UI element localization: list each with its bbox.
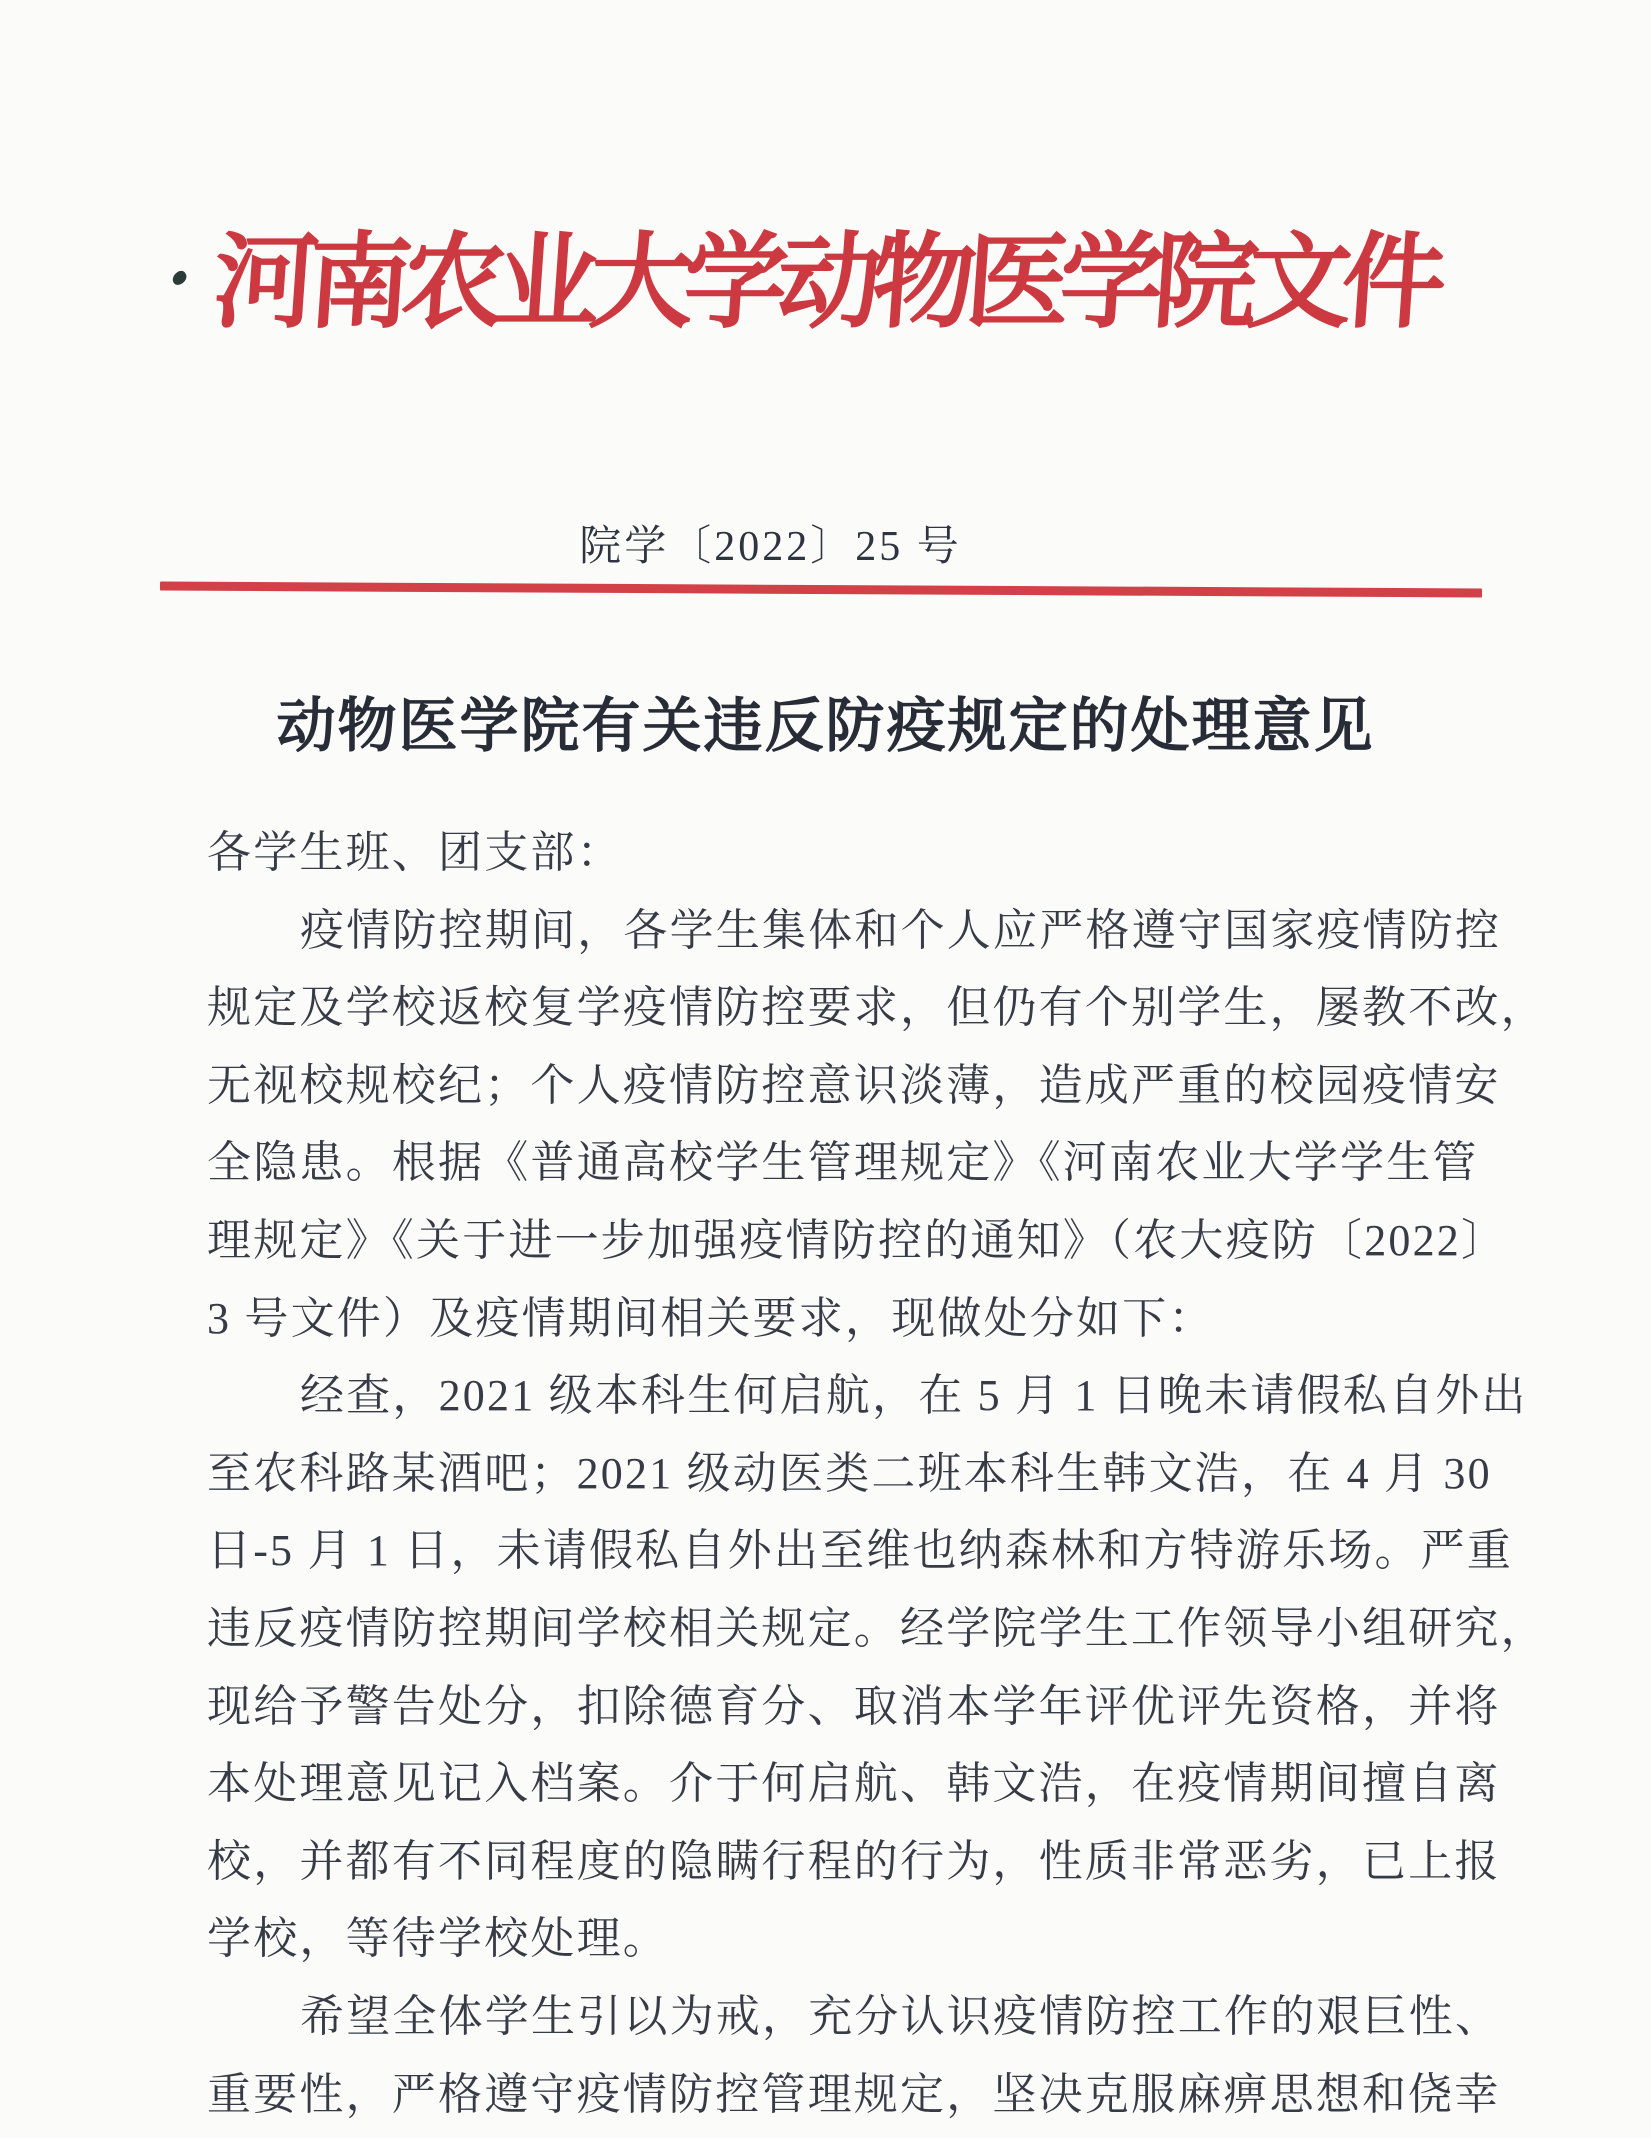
body-line: 至农科路某酒吧；2021 级动医类二班本科生韩文浩，在 4 月 30: [207, 1448, 1492, 1498]
document-number: 院学〔2022〕25 号: [579, 524, 962, 570]
body-line: 校，并都有不同程度的隐瞒行程的行为，性质非常恶劣，已上报: [207, 1836, 1501, 1886]
letterhead-title: 河南农业大学动物医学院文件: [209, 226, 1440, 341]
body-line: 现给予警告处分，扣除德育分、取消本学年评优评先资格，并将: [207, 1681, 1501, 1731]
body-line: 违反疫情防控期间学校相关规定。经学院学生工作领导小组研究，: [207, 1603, 1547, 1653]
salutation-line: 各学生班、团支部：: [207, 828, 623, 877]
subject-title: 动物医学院有关违反防疫规定的处理意见: [276, 693, 1375, 759]
body-line: 经查，2021 级本科生何启航，在 5 月 1 日晚未请假私自外出: [300, 1371, 1528, 1421]
document-body: [207, 814, 1547, 2133]
body-line: 规定及学校返校复学疫情防控要求，但仍有个别学生，屡教不改，: [207, 983, 1547, 1033]
body-line: 希望全体学生引以为戒，充分认识疫情防控工作的艰巨性、: [300, 1991, 1502, 2041]
red-divider-rule: [160, 582, 1482, 598]
body-line: 本处理意见记入档案。介于何启航、韩文浩，在疫情期间擅自离: [207, 1759, 1501, 1809]
body-line: 学校，等待学校处理。: [207, 1914, 669, 1964]
body-line: 无视校规校纪；个人疫情防控意识淡薄，造成严重的校园疫情安: [207, 1060, 1501, 1110]
body-line: 重要性，严格遵守疫情防控管理规定，坚决克服麻痹思想和侥幸: [207, 2069, 1501, 2119]
body-line: 理规定》《关于进一步加强疫情防控的通知》（农大疫防〔2022〕: [207, 1215, 1508, 1265]
body-line: 全隐患。根据《普通高校学生管理规定》《河南农业大学学生管: [207, 1138, 1479, 1188]
body-line: 疫情防控期间，各学生集体和个人应严格遵守国家疫情防控: [300, 905, 1502, 955]
body-line: 3 号文件）及疫情期间相关要求，现做处分如下：: [207, 1293, 1215, 1343]
body-line: 日-5 月 1 日，未请假私自外出至维也纳森林和方特游乐场。严重: [207, 1526, 1514, 1576]
